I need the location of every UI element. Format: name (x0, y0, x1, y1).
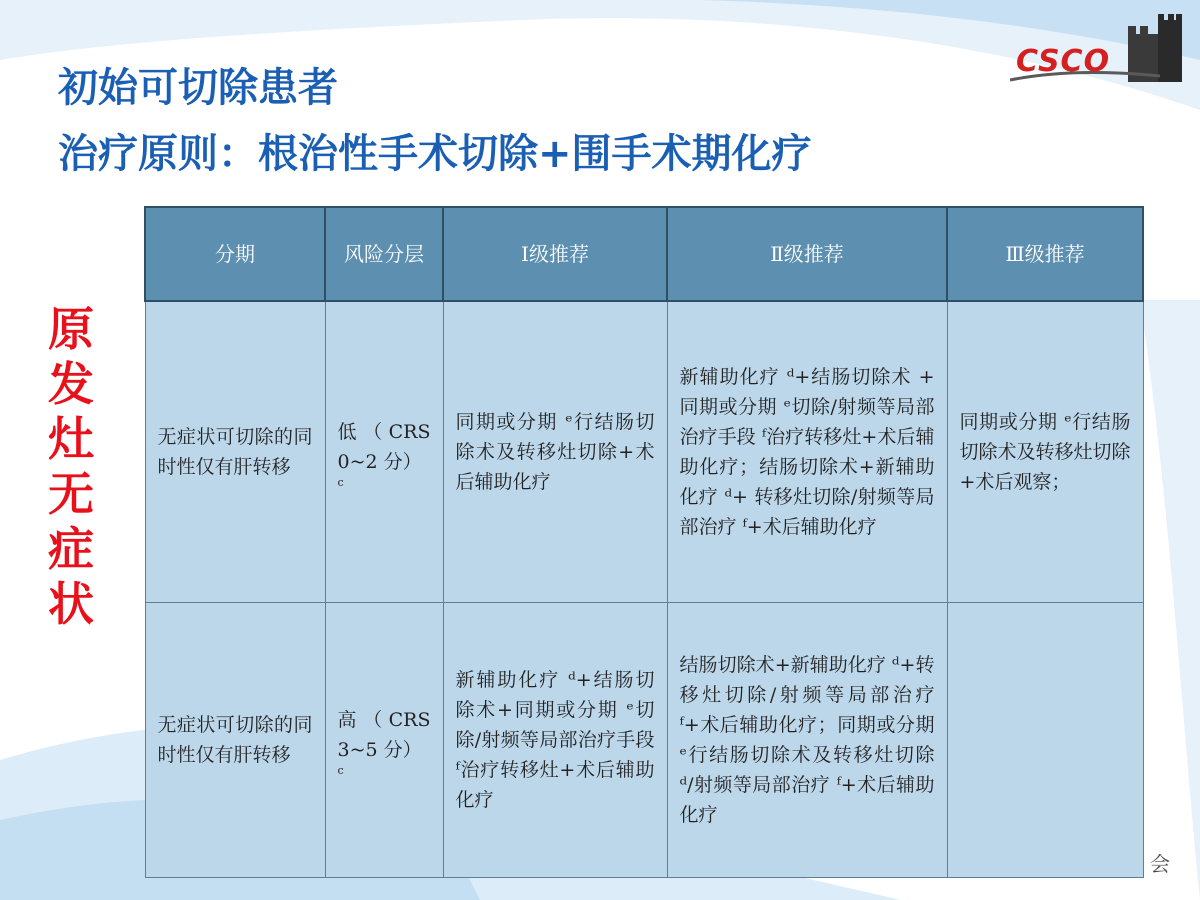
cell-level1: 新辅助化疗 ᵈ+结肠切除术+同期或分期 ᵉ切除/射频等局部治疗手段 ᶠ治疗转移灶+术后辅助化疗 (443, 603, 667, 878)
table-row (145, 301, 1143, 603)
page-subtitle: 治疗原则：根治性手术切除+围手术期化疗 (58, 131, 812, 177)
header-level3: Ⅲ级推荐 (947, 207, 1143, 301)
cell-level2: 结肠切除术+新辅助化疗 ᵈ+转移灶切除/射频等局部治疗 ᶠ+术后辅助化疗；同期或分期 ᵉ行结肠切除术及转移灶切除 ᵈ/射频等局部治疗 ᶠ+术后辅助化疗 (667, 603, 947, 878)
side-label-char: 无 (48, 467, 94, 521)
side-label-char: 发 (48, 357, 94, 411)
risk-text: 高（CRS 3~5 分） (337, 708, 431, 761)
cell-stage: 无症状可切除的同时性仅有肝转移 (145, 301, 325, 603)
cell-risk (325, 603, 443, 878)
cell-level3 (947, 603, 1143, 878)
side-label-char: 灶 (48, 412, 94, 466)
risk-text: 低（CRS 0~2 分） (337, 420, 431, 473)
cell-stage: 无症状可切除的同时性仅有肝转移 (145, 603, 325, 878)
risk-footnote-mark: c (337, 763, 344, 777)
cell-level2: 新辅助化疗 ᵈ+结肠切除术 + 同期或分期 ᵉ切除/射频等局部治疗手段 ᶠ治疗转移灶+术后辅助化疗；结肠切除术+新辅助化疗 ᵈ+ 转移灶切除/射频等局部治疗 ᶠ+术后辅助化疗 (667, 301, 947, 603)
header-risk: 风险分层 (325, 207, 443, 301)
footer-char: 会 (1150, 852, 1170, 876)
side-label-char: 症 (48, 522, 94, 576)
page-title: 初始可切除患者 (58, 65, 338, 111)
header-level2: Ⅱ级推荐 (667, 207, 947, 301)
cell-level3: 同期或分期 ᵉ行结肠切除术及转移灶切除+术后观察； (947, 301, 1143, 603)
header-level1: Ⅰ级推荐 (443, 207, 667, 301)
treatment-table (144, 206, 1142, 878)
table-row (145, 603, 1143, 878)
header-stage: 分期 (145, 207, 325, 301)
side-label (40, 302, 102, 632)
cell-risk (325, 301, 443, 603)
side-label-char: 状 (48, 577, 94, 631)
csco-logo-text: CSCO (1016, 44, 1111, 79)
cell-level1: 同期或分期 ᵉ行结肠切除术及转移灶切除+术后辅助化疗 (443, 301, 667, 603)
side-label-char: 原 (48, 302, 94, 356)
risk-footnote-mark: c (337, 475, 344, 489)
